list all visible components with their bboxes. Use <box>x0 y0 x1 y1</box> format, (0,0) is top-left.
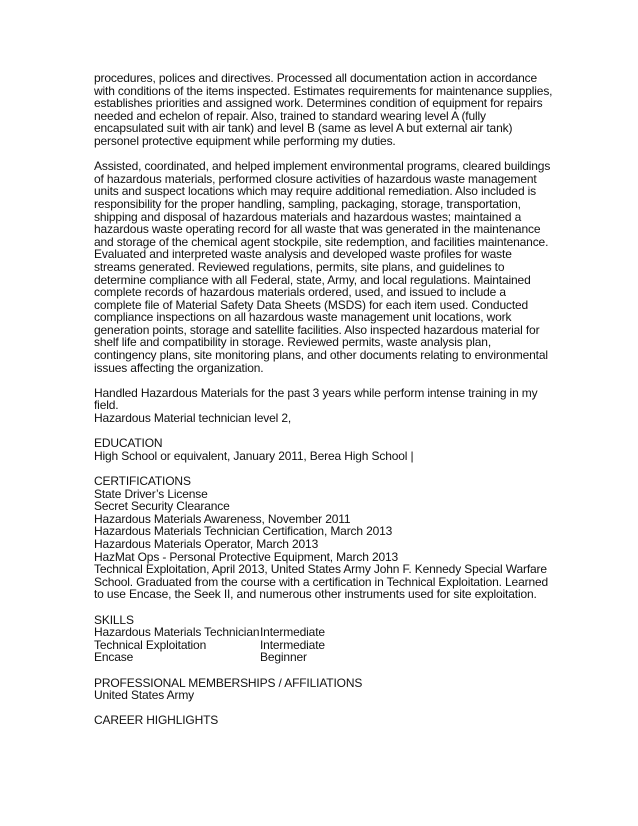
skill-level: Intermediate <box>260 625 325 640</box>
skills-heading: SKILLS <box>94 612 134 627</box>
hazmat-level-line: Hazardous Material technician level 2, <box>94 411 292 426</box>
certification-item: Hazardous Materials Technician Certification, March 2013 <box>94 524 393 539</box>
certification-item: HazMat Ops - Personal Protective Equipment, March 2013 <box>94 549 399 564</box>
skill-name: Hazardous Materials Technician <box>94 625 260 640</box>
table-row <box>94 651 325 664</box>
certification-item: Hazardous Materials Awareness, November 2011 <box>94 511 351 526</box>
environmental-paragraph: Assisted, coordinated, and helped implement environmental programs, cleared buildings of hazardous materials, performed closure activities of hazardous waste management units and suspect locations which may require additional remediation. Also included is responsibility for the proper handling, sampling, packaging, storage, transportation, shipping and disposal of hazardous materials and hazardous wastes; maintained a hazardous waste operating record for all waste that was generated in the maintenance and storage of the chemical agent stockpile, site redemption, and facilities maintenance. Evaluated and interpreted waste analysis and developed waste profiles for waste streams generated. Reviewed regulations, permits, site plans, and guidelines to determine compliance with all Federal, state, Army, and local regulations. Maintained complete records of hazardous materials ordered, used, and issued to include a complete file of Material Safety Data Sheets (MSDS) for each item used. Conducted compliance inspections on all hazardous waste management unit locations, work generation points, storage and satellite facilities. Also inspected hazardous material for shelf life and compatibility in storage. Reviewed permits, waste analysis plan, contingency plans, site monitoring plans, and other documents relating to environmental issues affecting the organization. <box>94 159 551 375</box>
education-entry: High School or equivalent, January 2011, Berea High School | <box>94 448 414 463</box>
certification-item: Hazardous Materials Operator, March 2013 <box>94 536 319 551</box>
duties-paragraph: procedures, polices and directives. Processed all documentation action in accordance with conditions of the items inspected. Estimates requirements for maintenance supplies, establishes priorities and assigned work. Determines condition of equipment for repairs needed and echelon of repair. Also, trained to standard wearing level A (fully encapsulated suit with air tank) and level B (same as level A but external air tank) personel protective equipment while performing my duties. <box>94 71 553 148</box>
skill-name: Encase <box>94 650 134 665</box>
certification-item-technical-exploitation: Technical Exploitation, April 2013, United States Army John F. Kennedy Special Warfare School. Graduated from the course with a certification in Technical Exploitation. Learned to use Encase, the Seek II, and numerous other instruments used for site exploitation. <box>94 562 549 602</box>
memberships-entry: United States Army <box>94 688 195 703</box>
skills-table <box>94 626 325 664</box>
education-heading: EDUCATION <box>94 436 163 451</box>
certifications-heading: CERTIFICATIONS <box>94 474 191 488</box>
table-row <box>94 626 325 639</box>
skill-level: Intermediate <box>260 637 325 652</box>
hazmat-experience-paragraph: Handled Hazardous Materials for the past 3 years while perform intense training in my field. <box>94 385 538 413</box>
skill-level: Beginner <box>260 650 307 665</box>
career-highlights-heading: CAREER HIGHLIGHTS <box>94 713 219 728</box>
certification-item: Secret Security Clearance <box>94 499 230 514</box>
resume-page <box>94 72 554 727</box>
skill-name: Technical Exploitation <box>94 637 207 652</box>
certification-item: State Driver’s License <box>94 486 208 501</box>
memberships-heading: PROFESSIONAL MEMBERSHIPS / AFFILIATIONS <box>94 675 363 690</box>
